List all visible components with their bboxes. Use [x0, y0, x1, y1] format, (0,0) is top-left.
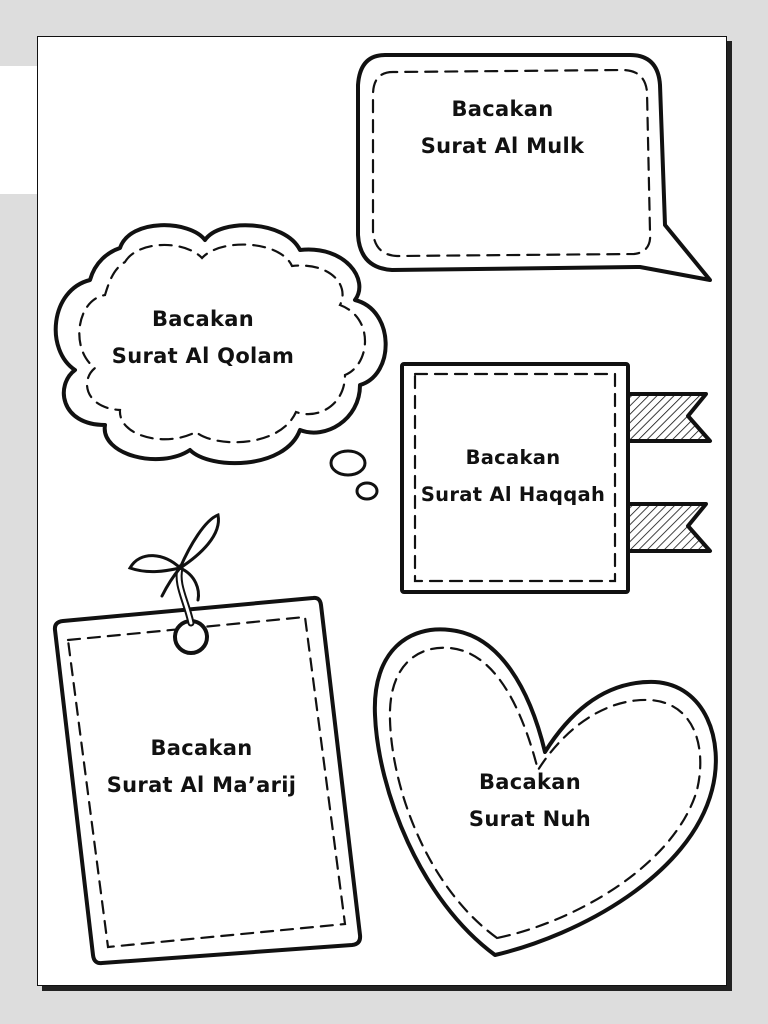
- card-label-nuh: [440, 764, 620, 838]
- card-line-1: Bacakan: [150, 736, 253, 760]
- card-line-2: Surat Al Qolam: [111, 344, 295, 368]
- card-label-mulk: [395, 91, 610, 165]
- card-line-1: Bacakan: [479, 770, 581, 794]
- card-label-haqqah: [400, 439, 626, 513]
- card-line-2: Surat Al Ma’arij: [106, 773, 297, 797]
- card-line-1: Bacakan: [465, 446, 561, 469]
- card-line-1: Bacakan: [451, 97, 554, 121]
- card-line-2: Surat Al Mulk: [420, 134, 585, 158]
- card-line-2: Surat Al Haqqah: [420, 483, 606, 506]
- card-label-qolam: [88, 301, 318, 375]
- card-line-2: Surat Nuh: [468, 807, 592, 831]
- card-label-maarij: [84, 730, 319, 804]
- speech-bubble: [358, 55, 710, 280]
- card-line-1: Bacakan: [152, 307, 254, 331]
